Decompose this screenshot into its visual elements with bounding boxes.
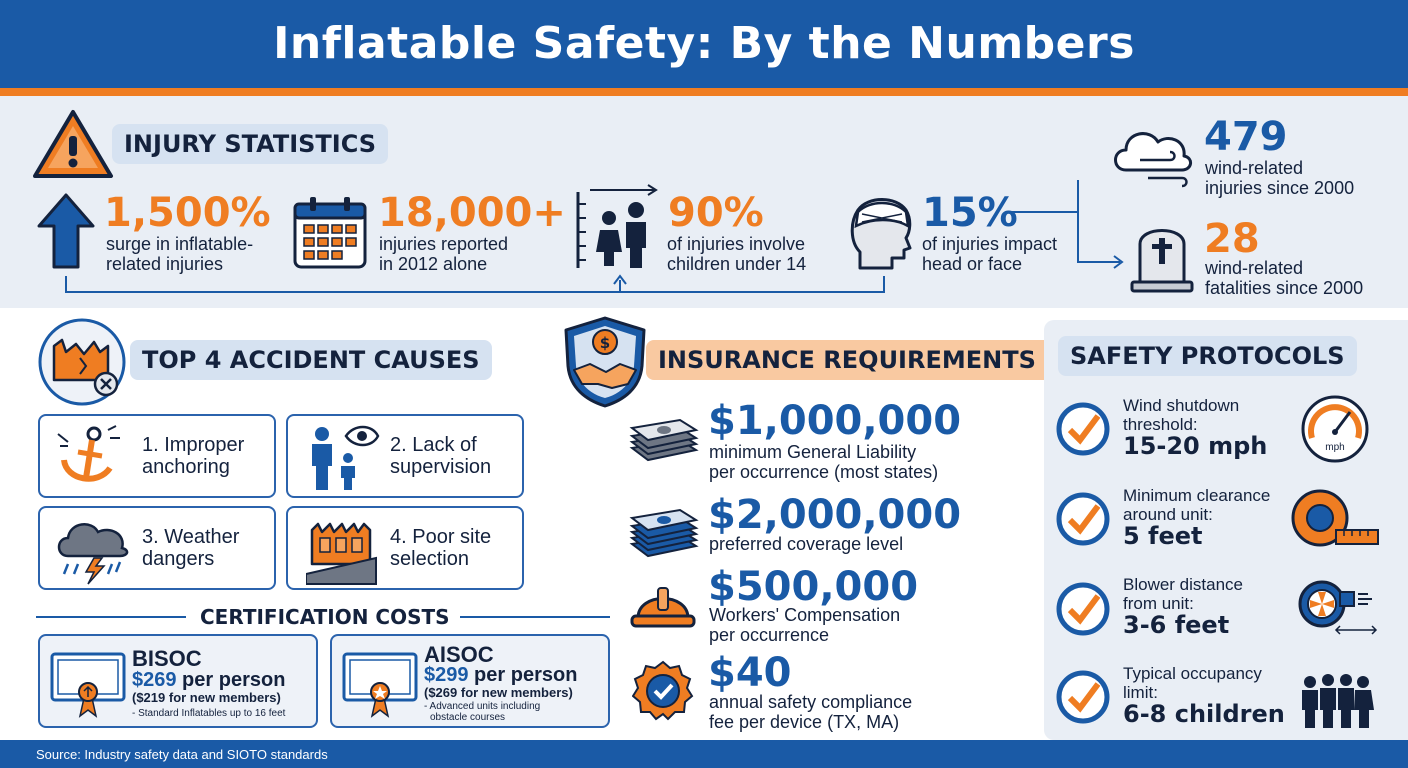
- cause-label: 3. Weather dangers: [142, 526, 240, 570]
- cause-card: [38, 414, 276, 498]
- insurance-heading: INSURANCE REQUIREMENTS: [646, 340, 1054, 380]
- protocol-value: 15-20 mph: [1123, 432, 1268, 460]
- cert-price: $299 per person: [424, 664, 578, 686]
- stat-value: 90%: [668, 190, 764, 236]
- footer-bar: [0, 740, 1408, 768]
- gauge-unit-label: mph: [1325, 442, 1345, 453]
- cert-note: - Advanced units including obstacle courses: [424, 701, 541, 723]
- stat-value: 1,500%: [104, 190, 271, 236]
- check-circle-icon: [1056, 492, 1110, 546]
- cert-price: $269 per person: [132, 669, 286, 691]
- aisoc-card: [330, 634, 610, 728]
- protocol-value: 3-6 feet: [1123, 611, 1230, 639]
- cert-name: AISOC: [424, 642, 494, 667]
- tombstone-icon: [1130, 220, 1194, 294]
- children-height-icon: [574, 184, 660, 272]
- cause-card: [286, 506, 524, 590]
- protocol-label: Minimum clearance around unit:: [1123, 486, 1271, 524]
- stat-description: injuries reported in 2012 alone: [379, 234, 509, 274]
- protocol-value: 5 feet: [1123, 522, 1203, 550]
- wind-injuries-description: wind-related injuries since 2000: [1205, 158, 1355, 198]
- insurance-value: $500,000: [708, 564, 919, 610]
- cause-card: [286, 414, 524, 498]
- hard-hat-icon: [630, 578, 696, 632]
- certificate-icon: [342, 650, 418, 718]
- insurance-description: preferred coverage level: [709, 534, 904, 554]
- cause-label: 1. Improper anchoring: [142, 434, 245, 478]
- stat-description: of injuries involve children under 14: [667, 234, 807, 274]
- insurance-value: $40: [708, 650, 792, 696]
- source-note: Source: Industry safety data and SIOTO standards: [36, 747, 328, 762]
- blower-icon: [1296, 578, 1380, 638]
- collapsed-inflatable-icon: [36, 318, 128, 406]
- compliance-badge-icon: [632, 660, 694, 722]
- svg-text:$: $: [599, 334, 611, 352]
- certification-heading: CERTIFICATION COSTS: [200, 605, 450, 629]
- wind-cloud-icon: [1110, 118, 1196, 190]
- insurance-description: Workers' Compensation per occurrence: [709, 605, 901, 645]
- protocol-label: Typical occupancy limit:: [1123, 664, 1262, 702]
- bisoc-card: [38, 634, 318, 728]
- check-circle-icon: [1056, 670, 1110, 724]
- children-group-icon: [1296, 672, 1376, 730]
- protocol-label: Wind shutdown threshold:: [1123, 396, 1240, 434]
- check-circle-icon: [1056, 582, 1110, 636]
- wind-fatalities-value: 28: [1204, 216, 1260, 262]
- stat-description: surge in inflatable- related injuries: [106, 234, 254, 274]
- cash-stack-icon: [628, 404, 700, 468]
- stat-description: of injuries impact head or face: [922, 234, 1058, 274]
- safety-protocols-heading: SAFETY PROTOCOLS: [1058, 336, 1357, 376]
- injury-statistics-heading: INJURY STATISTICS: [112, 124, 388, 164]
- supervision-icon: [300, 422, 380, 492]
- check-circle-icon: [1056, 402, 1110, 456]
- insurance-shield-icon: [556, 314, 654, 410]
- page-title: Inflatable Safety: By the Numbers: [273, 18, 1135, 69]
- calendar-icon: [292, 194, 368, 270]
- cert-name: BISOC: [132, 646, 202, 671]
- up-arrow-icon: [36, 192, 96, 270]
- protocol-value: 6-8 children: [1123, 700, 1285, 728]
- cash-stack-large-icon: [628, 494, 700, 558]
- stat-value: 18,000+: [378, 190, 566, 236]
- warning-icon: [30, 106, 116, 182]
- insurance-value: $2,000,000: [708, 492, 962, 538]
- cert-note: - Standard Inflatables up to 16 feet: [132, 708, 286, 719]
- wind-fatalities-description: wind-related fatalities since 2000: [1205, 258, 1364, 298]
- cause-label: 2. Lack of supervision: [390, 434, 492, 478]
- header-accent-stripe: [0, 88, 1408, 96]
- header-bar: [0, 0, 1408, 88]
- cause-card: [38, 506, 276, 590]
- tape-measure-icon: [1290, 488, 1382, 552]
- cause-label: 4. Poor site selection: [390, 526, 492, 570]
- slope-inflatable-icon: [306, 514, 378, 586]
- certificate-icon: [50, 650, 126, 718]
- accident-causes-heading: TOP 4 ACCIDENT CAUSES: [130, 340, 492, 380]
- wind-injuries-value: 479: [1204, 114, 1288, 160]
- insurance-value: $1,000,000: [708, 398, 962, 444]
- cert-member-price: ($219 for new members): [132, 690, 281, 705]
- anemometer-icon: [1300, 394, 1370, 464]
- cert-member-price: ($269 for new members): [424, 685, 573, 700]
- storm-cloud-icon: [56, 516, 130, 586]
- insurance-description: minimum General Liability per occurrence (most states): [709, 442, 939, 482]
- bandaged-head-icon: [846, 192, 916, 270]
- stat-value: 15%: [922, 190, 1018, 236]
- protocol-label: Blower distance from unit:: [1123, 575, 1244, 613]
- anchor-icon: [56, 424, 126, 490]
- insurance-description: annual safety compliance fee per device (TX, MA): [709, 692, 913, 732]
